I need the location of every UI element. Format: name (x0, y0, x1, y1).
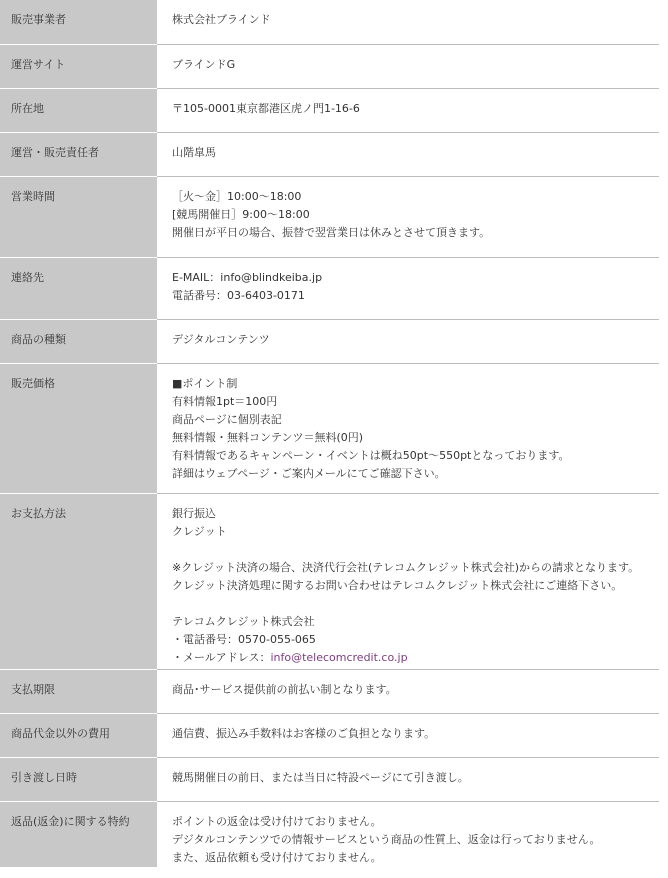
value-line: 商品ページに個別表記 (172, 412, 282, 426)
row-value (157, 669, 659, 713)
value-line: ［火～金］10:00～18:00 (172, 189, 302, 203)
value-line: ポイントの返金は受け付けておりません。 (172, 814, 382, 828)
row-label: 商品の種類 (0, 319, 157, 363)
value-line: ※クレジット決済の場合、決済代行会社(テレコムクレジット株式会社)からの請求となります。 (172, 560, 640, 574)
value-line: ・電話番号：0570-055-065 (172, 632, 316, 646)
row-label: 支払期限 (0, 669, 157, 713)
row-value (157, 257, 659, 319)
email-link[interactable]: info@telecomcredit.co.jp (270, 650, 408, 664)
row-label: 運営・販売責任者 (0, 132, 157, 176)
table-row (0, 801, 659, 867)
blank-line (172, 541, 659, 559)
value-line: クレジット (172, 524, 227, 538)
table-row (0, 669, 659, 713)
row-value (157, 176, 659, 257)
table-row (0, 493, 659, 669)
row-label: 商品代金以外の費用 (0, 713, 157, 757)
value-line: 電話番号：03-6403-0171 (172, 288, 305, 302)
table-row (0, 713, 659, 757)
value-line: テレコムクレジット株式会社 (172, 614, 315, 628)
row-value (157, 493, 659, 669)
row-label: 販売価格 (0, 363, 157, 493)
mail-prefix: ・メールアドレス： (172, 650, 271, 664)
row-value (157, 801, 659, 867)
row-value (157, 0, 659, 44)
table-row (0, 257, 659, 319)
row-value (157, 44, 659, 88)
row-value (157, 363, 659, 493)
row-label: 引き渡し日時 (0, 757, 157, 801)
value-line: デジタルコンテンツでの情報サービスという商品の性質上、返金は行っておりません。 (172, 832, 601, 846)
row-value (157, 713, 659, 757)
row-value (157, 132, 659, 176)
value-line: ■ポイント制 (172, 376, 238, 390)
value-line: デジタルコンテンツ (172, 332, 270, 346)
table-row (0, 88, 659, 132)
table-row (0, 319, 659, 363)
mail-line (172, 649, 659, 667)
table-row (0, 44, 659, 88)
row-label: 所在地 (0, 88, 157, 132)
table-row (0, 363, 659, 493)
value-line: 通信費、振込み手数料はお客様のご負担となります。 (172, 726, 436, 740)
value-line: 株式会社ブラインド (172, 13, 271, 26)
value-line: 開催日が平日の場合、振替で翌営業日は休みとさせて頂きます。 (172, 225, 491, 239)
value-line: 有料情報であるキャンペーン・イベントは概ね50pt～550ptとなっております。 (172, 448, 570, 462)
value-line: また、返品依頼も受け付けておりません。 (172, 850, 382, 864)
row-label: お支払方法 (0, 493, 157, 669)
value-line: ブラインドG (172, 57, 236, 71)
value-line: 有料情報1pt＝100円 (172, 394, 278, 408)
row-value (157, 757, 659, 801)
value-line: E-MAIL：info@blindkeiba.jp (172, 270, 323, 284)
table-row (0, 757, 659, 801)
value-line: 〒105-0001東京都港区虎ノ門1-16-6 (172, 101, 360, 115)
row-value (157, 319, 659, 363)
value-line: クレジット決済処理に関するお問い合わせはテレコムクレジット株式会社にご連絡下さい。 (172, 578, 623, 592)
value-line: 無料情報・無料コンテンツ＝無料(0円) (172, 430, 364, 444)
table-row (0, 176, 659, 257)
row-label: 返品(返金)に関する特約 (0, 801, 157, 867)
row-label: 営業時間 (0, 176, 157, 257)
value-line: 競馬開催日の前日、または当日に特設ページにて引き渡し。 (172, 770, 469, 784)
row-label: 運営サイト (0, 44, 157, 88)
row-label: 販売事業者 (0, 0, 157, 44)
value-line: 山階皐馬 (172, 145, 216, 159)
table-row (0, 132, 659, 176)
value-line: [競馬開催日］9:00～18:00 (172, 207, 310, 221)
value-line: 詳細はウェブページ・ご案内メールにてご確認下さい。 (172, 466, 446, 480)
row-value (157, 88, 659, 132)
value-line: 商品･サービス提供前の前払い制となります。 (172, 682, 397, 696)
blank-line (172, 595, 659, 613)
value-line: 銀行振込 (172, 506, 216, 520)
row-label: 連絡先 (0, 257, 157, 319)
table-row (0, 0, 659, 44)
